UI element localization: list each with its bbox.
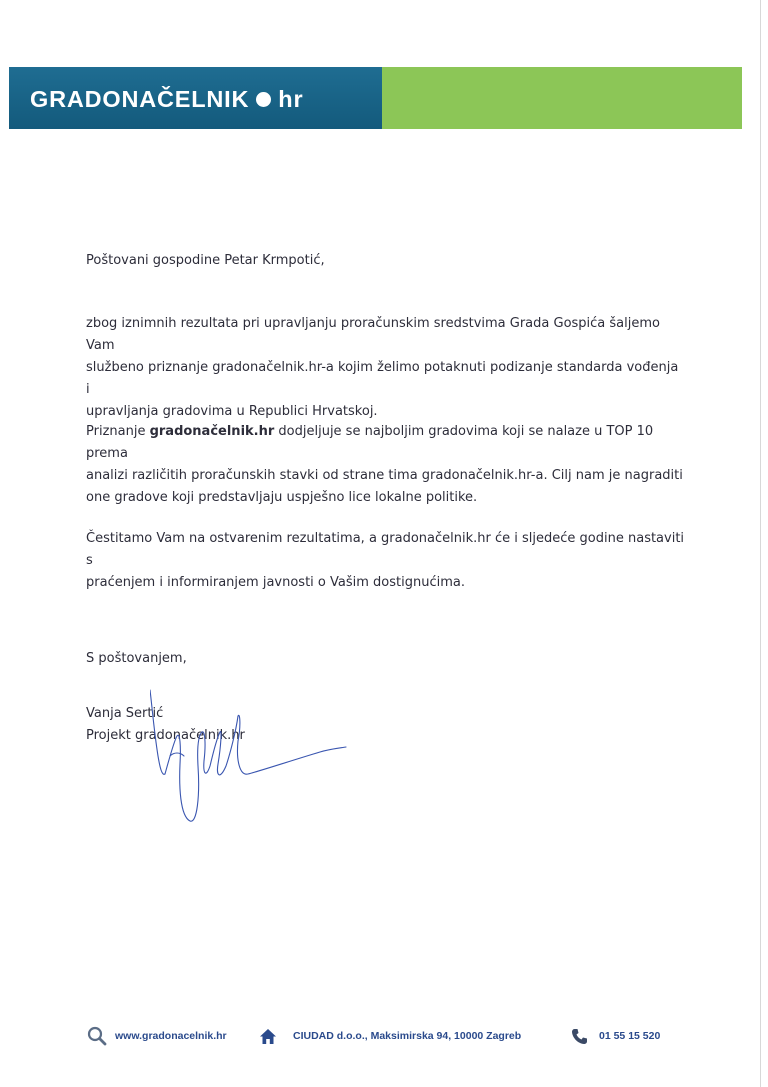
- paragraph-text: Priznanje: [86, 424, 150, 439]
- greeting: [86, 250, 686, 272]
- closing: [86, 648, 686, 670]
- logo-text: GRADONAČELNIK: [30, 85, 250, 112]
- paragraph-line: one gradove koji predstavljaju uspješno lice lokalne politike.: [86, 490, 478, 505]
- website-link[interactable]: www.gradonacelnik.hr: [115, 1030, 227, 1042]
- paragraph-text: dodjeljuje se najboljim gradovima koji se nalaze u TOP 10 prema: [86, 424, 654, 461]
- paragraph-line: [86, 421, 686, 465]
- paragraph-line: praćenjem i informiranjem javnosti o Vašim dostignućima.: [86, 575, 465, 590]
- logo: [30, 85, 303, 113]
- phone-number[interactable]: 01 55 15 520: [599, 1030, 661, 1042]
- logo-dot-icon: [256, 92, 271, 107]
- closing-line: S poštovanjem,: [86, 651, 187, 666]
- footer-website: [87, 1024, 227, 1048]
- paragraph-line: upravljanja gradovima u Republici Hrvatskoj.: [86, 404, 378, 419]
- footer-phone: [571, 1024, 660, 1048]
- page-edge-line: [760, 0, 761, 1087]
- greeting-line: Poštovani gospodine Petar Krmpotić,: [86, 253, 325, 268]
- paragraph-line: Čestitamo Vam na ostvarenim rezultatima, a gradonačelnik.hr će i sljedeće godine nastaviti s: [86, 531, 685, 568]
- paragraph-1: [86, 313, 686, 423]
- company-address: CIUDAD d.o.o., Maksimirska 94, 10000 Zagreb: [293, 1030, 522, 1042]
- search-icon: [87, 1026, 107, 1046]
- paragraph-3: [86, 528, 686, 594]
- phone-icon: [571, 1028, 588, 1045]
- footer: [0, 1024, 768, 1054]
- paragraph-line: zbog iznimnih rezultata pri upravljanju proračunskim sredstvima Grada Gospića šaljemo Vam: [86, 316, 660, 353]
- footer-address: [259, 1024, 521, 1048]
- brand-name: gradonačelnik.hr: [149, 424, 275, 439]
- handwritten-signature: [150, 686, 350, 826]
- header-banner: [9, 67, 742, 129]
- banner-green-block: [382, 67, 742, 129]
- home-icon: [259, 1028, 277, 1045]
- paragraph-2: [86, 421, 686, 509]
- paragraph-line: analizi različitih proračunskih stavki od strane tima gradonačelnik.hr-a. Cilj nam je nagraditi: [86, 468, 683, 483]
- paragraph-line: službeno priznanje gradonačelnik.hr-a kojim želimo potaknuti podizanje standarda vođenja i: [86, 360, 679, 397]
- signer-name: Vanja Sertić: [86, 706, 164, 721]
- logo-suffix: hr: [278, 85, 304, 112]
- signer-title: Projekt gradonačelnik.hr: [86, 728, 245, 743]
